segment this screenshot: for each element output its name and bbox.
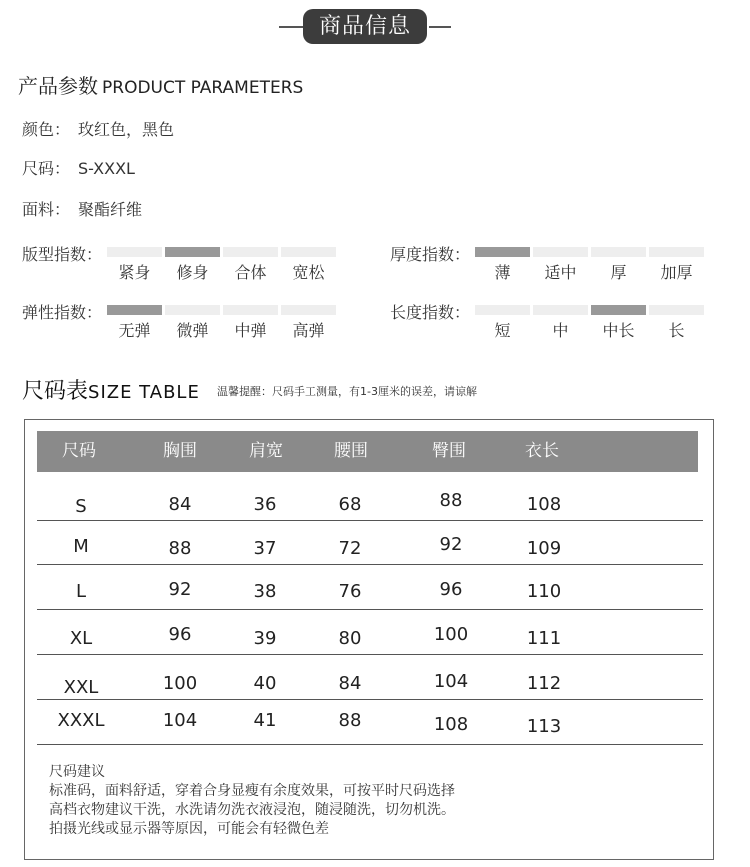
params-heading-cn: 产品参数 <box>18 74 98 98</box>
measurement-cell: 104 <box>162 710 198 731</box>
index-segment <box>165 305 220 315</box>
index-segment <box>223 247 278 257</box>
measurement-cell: 109 <box>526 538 562 559</box>
size-cell: XL <box>69 628 93 649</box>
measurement-cell: 108 <box>526 494 562 515</box>
measurement-cell: 88 <box>338 710 362 731</box>
index-segment-selected <box>107 305 162 315</box>
size-table-header-cell: 腰围 <box>334 441 368 461</box>
size-table-header-cell: 胸围 <box>163 441 197 461</box>
index-option-label: 中弹 <box>234 321 267 340</box>
index-segment <box>533 247 588 257</box>
index-option-label: 薄 <box>494 263 511 282</box>
size-table-heading-cn: 尺码表 <box>22 379 89 404</box>
measurement-cell: 68 <box>338 494 362 515</box>
index-option-label: 合体 <box>234 263 267 282</box>
measurement-cell: 113 <box>526 716 562 737</box>
index-option-label: 修身 <box>176 263 209 282</box>
index-option-label: 紧身 <box>118 263 151 282</box>
index-segment <box>649 305 704 315</box>
index-option-label: 微弹 <box>176 321 209 340</box>
measurement-cell: 104 <box>433 671 469 692</box>
index-segment <box>281 247 336 257</box>
attr-fabric-value: 聚酯纤维 <box>78 200 143 219</box>
banner-title: 商品信息 <box>303 9 427 44</box>
size-table-header <box>37 431 698 472</box>
measurement-cell: 39 <box>253 628 277 649</box>
size-cell: S <box>75 496 87 517</box>
measurement-cell: 112 <box>526 673 562 694</box>
attr-size-value: S-XXXL <box>78 159 135 178</box>
size-advice-line: 标准码，面料舒适，穿着合身显瘦有余度效果，可按平时尺码选择 <box>49 783 455 799</box>
size-advice <box>49 763 455 839</box>
table-row <box>37 476 703 521</box>
size-table-header-cell: 臀围 <box>432 441 466 461</box>
measurement-cell: 38 <box>253 581 277 602</box>
attr-fabric-label: 面料： <box>22 200 71 219</box>
measurement-cell: 84 <box>168 494 192 515</box>
measurement-cell: 96 <box>439 579 463 600</box>
params-heading <box>18 70 303 99</box>
index-option-label: 适中 <box>544 263 577 282</box>
index-option-label: 无弹 <box>118 321 151 340</box>
measurement-cell: 76 <box>338 581 362 602</box>
attr-size-label: 尺码： <box>22 159 71 178</box>
banner-left-rule <box>279 26 303 28</box>
measurement-cell: 88 <box>168 538 192 559</box>
attr-color-value: 玫红色，黑色 <box>78 120 175 139</box>
index-segment <box>107 247 162 257</box>
size-cell: XXXL <box>57 710 105 731</box>
size-table-heading-en: SIZE TABLE <box>88 382 200 403</box>
measurement-cell: 110 <box>526 581 562 602</box>
measurement-cell: 72 <box>338 538 362 559</box>
measurement-cell: 92 <box>439 534 463 555</box>
measurement-cell: 108 <box>433 714 469 735</box>
index-option-label: 高弹 <box>292 321 325 340</box>
table-row <box>37 700 703 745</box>
index-segment <box>533 305 588 315</box>
size-table-header-cell: 尺码 <box>62 441 96 461</box>
attr-size <box>22 156 135 179</box>
index-elasticity-label: 弹性指数： <box>22 303 103 322</box>
measurement-cell: 88 <box>439 490 463 511</box>
index-segment <box>223 305 278 315</box>
attr-fabric <box>22 197 142 220</box>
index-thickness-label: 厚度指数： <box>390 245 471 264</box>
index-segment-selected <box>165 247 220 257</box>
index-length-label: 长度指数： <box>390 303 471 322</box>
table-row <box>37 565 703 610</box>
section-banner <box>0 9 750 45</box>
index-option-label: 中 <box>552 321 569 340</box>
size-cell: XXL <box>63 677 99 698</box>
measurement-cell: 41 <box>253 710 277 731</box>
size-advice-line: 拍摄光线或显示器等原因，可能会有轻微色差 <box>49 821 329 837</box>
table-row <box>37 655 703 700</box>
measurement-cell: 80 <box>338 628 362 649</box>
index-option-label: 短 <box>494 321 511 340</box>
measurement-cell: 100 <box>433 624 469 645</box>
size-cell: L <box>75 581 87 602</box>
index-segment-selected <box>591 305 646 315</box>
measurement-cell: 92 <box>168 579 192 600</box>
index-option-label: 加厚 <box>660 263 693 282</box>
size-table-note: 温馨提醒：尺码手工测量，有1-3厘米的误差，请谅解 <box>217 385 477 398</box>
index-segment <box>281 305 336 315</box>
size-table-heading <box>22 374 200 405</box>
size-table-header-cell: 肩宽 <box>249 441 283 461</box>
params-heading-en: PRODUCT PARAMETERS <box>102 78 304 98</box>
attr-color-label: 颜色： <box>22 120 71 139</box>
index-fit-label: 版型指数： <box>22 245 103 264</box>
table-row <box>37 520 703 565</box>
index-option-label: 厚 <box>610 263 627 282</box>
banner-right-rule <box>429 26 451 28</box>
size-table <box>24 419 714 860</box>
index-option-label: 中长 <box>602 321 635 340</box>
index-segment <box>591 247 646 257</box>
measurement-cell: 96 <box>168 624 192 645</box>
measurement-cell: 36 <box>253 494 277 515</box>
measurement-cell: 37 <box>253 538 277 559</box>
measurement-cell: 111 <box>526 628 562 649</box>
index-segment-selected <box>475 247 530 257</box>
measurement-cell: 84 <box>338 673 362 694</box>
index-option-label: 长 <box>668 321 685 340</box>
size-table-header-cell: 衣长 <box>525 441 559 461</box>
table-row <box>37 610 703 655</box>
size-advice-line: 高档衣物建议干洗，水洗请勿洗衣液浸泡，随浸随洗，切勿机洗。 <box>49 802 455 818</box>
index-segment <box>475 305 530 315</box>
measurement-cell: 40 <box>253 673 277 694</box>
attr-color <box>22 117 174 140</box>
size-advice-title: 尺码建议 <box>49 764 105 780</box>
measurement-cell: 100 <box>162 673 198 694</box>
index-option-label: 宽松 <box>292 263 325 282</box>
index-segment <box>649 247 704 257</box>
size-cell: M <box>73 536 89 557</box>
